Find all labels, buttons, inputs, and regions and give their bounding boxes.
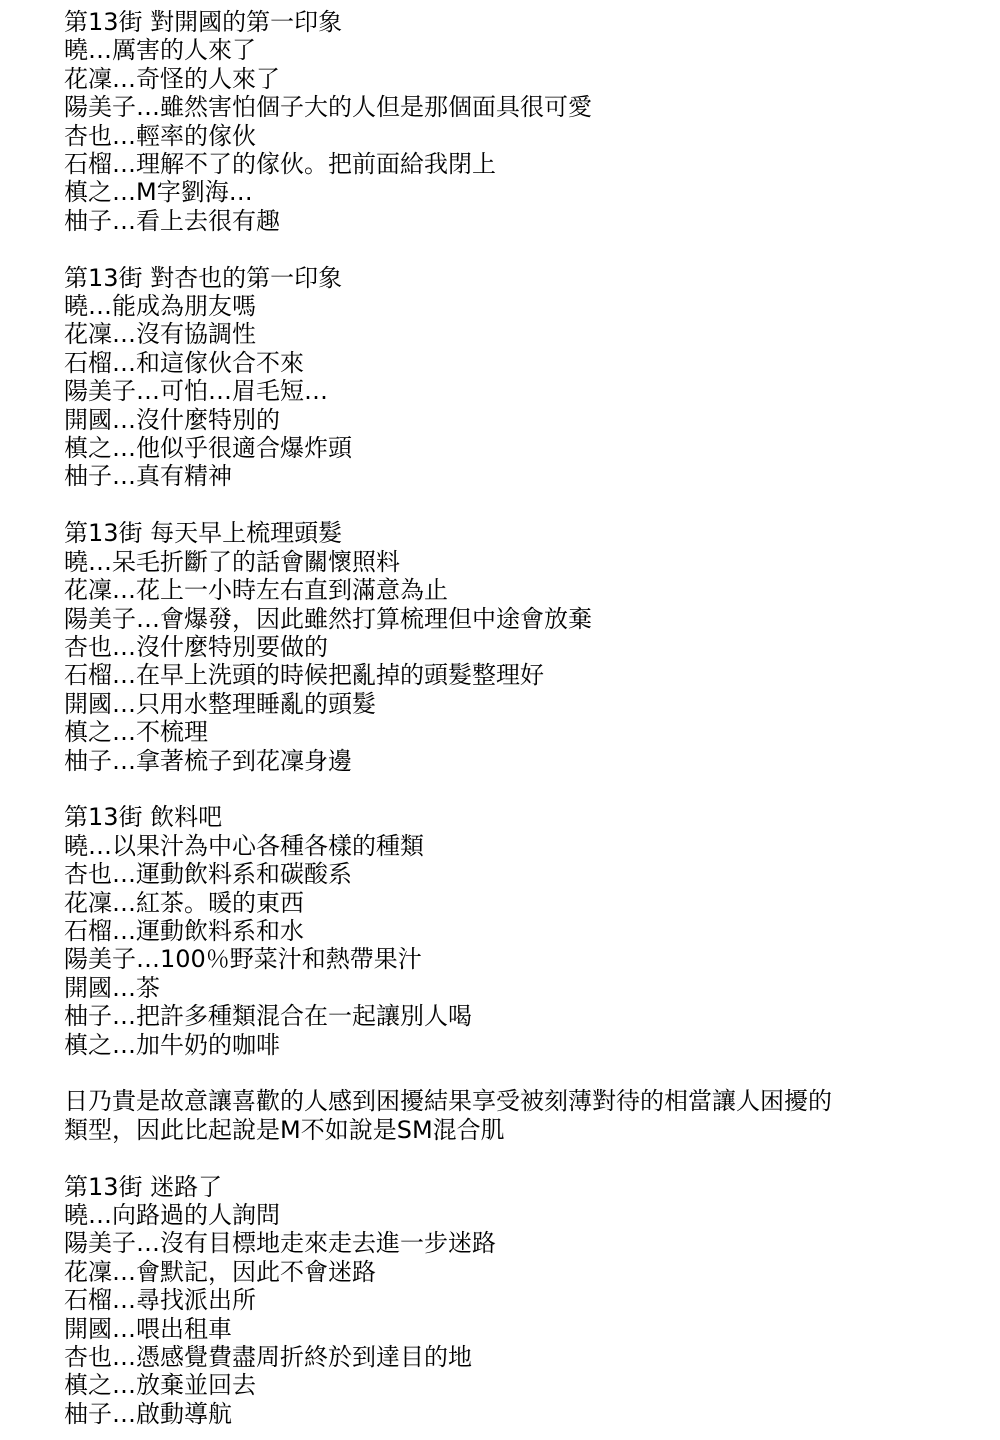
text-line: 石榴…尋找派出所 (64, 1286, 256, 1315)
section-drink-bar (64, 803, 964, 1059)
text-line: 曉…呆毛折斷了的話會關懷照料 (64, 547, 400, 576)
section-first-impression-kyouya (64, 264, 964, 491)
note-line: 類型，因此比起說是M不如說是SM混合肌 (64, 1115, 505, 1144)
text-line: 槙之…M字劉海… (64, 178, 253, 207)
section-title: 第13街 飲料吧 (64, 803, 223, 832)
text-line: 石榴…在早上洗頭的時候把亂掉的頭髮整理好 (64, 661, 544, 690)
text-line: 杏也…憑感覺費盡周折終於到達目的地 (64, 1343, 472, 1372)
text-line: 花凜…紅茶。暖的東西 (64, 888, 304, 917)
section-lost (64, 1173, 964, 1429)
text-line: 開國…沒什麼特別的 (64, 405, 280, 434)
text-line: 開國…只用水整理睡亂的頭髮 (64, 689, 376, 718)
text-line: 曉…能成為朋友嗎 (64, 292, 256, 321)
section-title: 第13街 迷路了 (64, 1172, 223, 1201)
document-page (64, 8, 964, 1428)
text-line: 開國…茶 (64, 973, 160, 1002)
text-line: 石榴…運動飲料系和水 (64, 916, 304, 945)
text-line: 曉…以果汁為中心各種各樣的種類 (64, 831, 424, 860)
text-line: 槙之…他似乎很適合爆炸頭 (64, 434, 352, 463)
text-line: 石榴…理解不了的傢伙。把前面給我閉上 (64, 150, 496, 179)
text-line: 柚子…拿著梳子到花凜身邊 (64, 746, 352, 775)
section-title: 第13街 對杏也的第一印象 (64, 263, 343, 292)
text-line: 曉…向路過的人詢問 (64, 1200, 280, 1229)
text-line: 柚子…把許多種類混合在一起讓別人喝 (64, 1002, 472, 1031)
section-first-impression-kaikoku (64, 8, 964, 235)
text-line: 槙之…放棄並回去 (64, 1371, 256, 1400)
text-line: 杏也…輕率的傢伙 (64, 121, 256, 150)
text-line: 杏也…沒什麼特別要做的 (64, 632, 328, 661)
note-line: 日乃貴是故意讓喜歡的人感到困擾結果享受被刻薄對待的相當讓人困擾的 (64, 1087, 832, 1116)
text-line: 陽美子…可怕…眉毛短… (64, 377, 328, 406)
text-line: 花凜…花上一小時左右直到滿意為止 (64, 576, 448, 605)
text-line: 槙之…加牛奶的咖啡 (64, 1030, 280, 1059)
text-line: 開國…喂出租車 (64, 1314, 232, 1343)
text-line: 陽美子…會爆發，因此雖然打算梳理但中途會放棄 (64, 604, 592, 633)
text-line: 花凜…奇怪的人來了 (64, 64, 280, 93)
text-line: 陽美子…沒有目標地走來走去進一步迷路 (64, 1229, 496, 1258)
text-line: 石榴…和這傢伙合不來 (64, 348, 304, 377)
note-paragraph (64, 1087, 964, 1144)
text-line: 柚子…真有精神 (64, 462, 232, 491)
section-title: 第13街 每天早上梳理頭髮 (64, 519, 343, 548)
text-line: 柚子…看上去很有趣 (64, 206, 280, 235)
text-line: 柚子…啟動導航 (64, 1399, 232, 1428)
text-line: 杏也…運動飲料系和碳酸系 (64, 860, 352, 889)
text-line: 花凜…會默記，因此不會迷路 (64, 1257, 376, 1286)
text-line: 花凜…沒有協調性 (64, 320, 256, 349)
text-line: 陽美子…100％野菜汁和熱帶果汁 (64, 945, 422, 974)
text-line: 陽美子…雖然害怕個子大的人但是那個面具很可愛 (64, 93, 592, 122)
text-line: 曉…厲害的人來了 (64, 36, 256, 65)
text-line: 槙之…不梳理 (64, 718, 208, 747)
section-title: 第13街 對開國的第一印象 (64, 8, 343, 36)
section-morning-hair (64, 519, 964, 775)
